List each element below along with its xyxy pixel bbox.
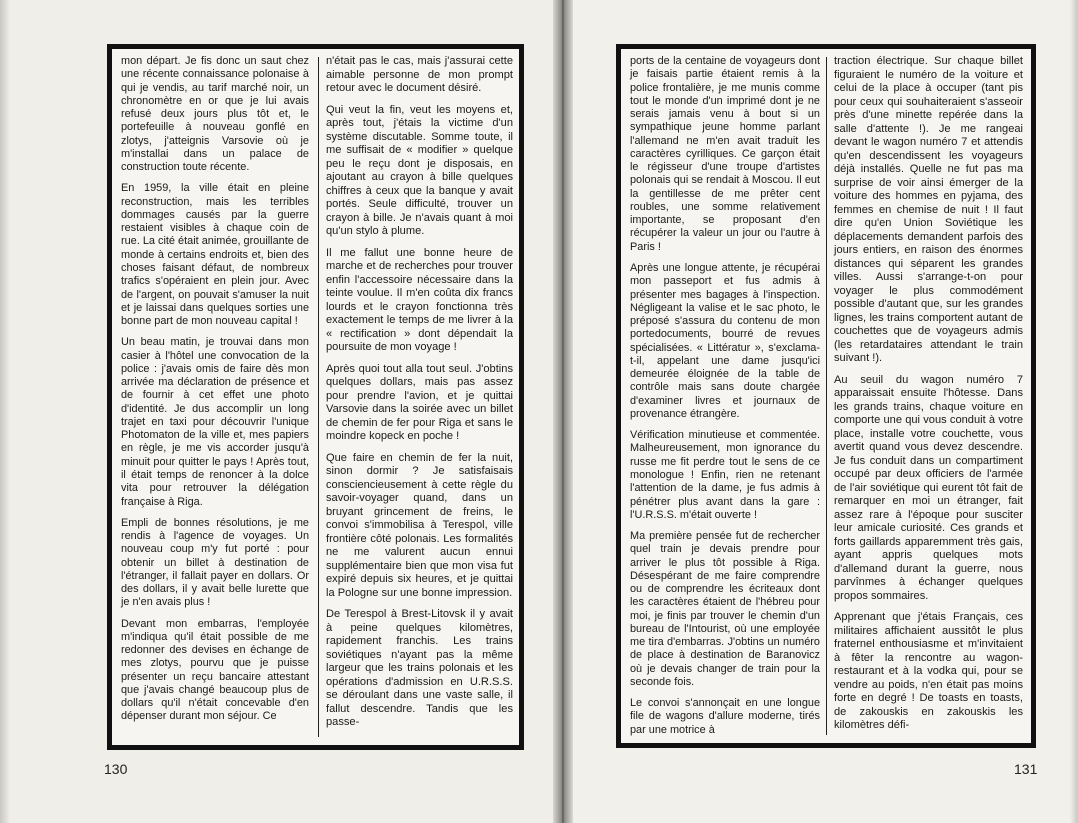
paragraph: Il me fallut une bonne heure de marche et de recherches pour trouver enfin l'accessoire nécessaire dans la teinte voulue. Il m'en coûta dix francs lourds et le crayon fonctionna très exactement le temps de me livrer à la « rectification » dont dépendait la poursuite de mon voyage ! [326,246,513,353]
paragraph: Qui veut la fin, veut les moyens et, après tout, j'étais la victime d'un système discutable. Somme toute, il me suffisait de « modifier » quelque peu le reçu dont je disposais, en ajoutant au crayon à bille quelques chiffres à ceux que la banque y avait portés. Seule difficulté, trouver un crayon à bille. Je n'avais quant à moi qu'un stylo à plume. [326,103,513,237]
paragraph: traction électrique. Sur chaque billet figuraient le numéro de la voiture et celui de la place à occuper (tant pis pour ceux qui souhaiteraient s'asseoir près d'une minette repérée dans la salle d'attente !). Je me rangeai devant le wagon numéro 7 et attendis qu'en descendissent les voyageurs déjà installés. Quelle ne fut pas ma surprise de voir ainsi émerger de la voiture des hommes en pyjama, des femmes en chemise de nuit ! Il faut dire qu'en Union Soviétique les déplacements demandent parfois des jours entiers, en raison des énormes distances qui séparent les grandes villes. Aussi s'arrange-t-on pour voyager le plus commodément possible d'autant que, sur les grandes lignes, les trains comportent autant de couchettes que de voyageurs admis (les retardataires attendant le train suivant !). [834,55,1023,364]
page-edge-shadow [1070,0,1078,823]
paragraph: Que faire en chemin de fer la nuit, sinon dormir ? Je satisfaisais consciencieusement à cette règle du savoir-voyager quand, dans un bruyant grincement de freins, le convoi s'immobilisa à Terespol, ville frontière côté polonais. Les formalités ne me valurent aucun ennui supplémentaire bien que mon visa fut expiré depuis six heures, et je quittai la Pologne sur une bonne impression. [326,451,513,599]
paragraph: ports de la centaine de voyageurs dont je faisais partie étaient remis à la police frontalière, je me munis comme tout le monde d'un imprimé dont je ne serais jamais venu à bout si un sympathique jeune homme parlant l'allemand ne m'en avait traduit les caractères cyrilliques. Ce garçon était le régisseur d'une troupe d'artistes polonais qui se rendait à Moscou. Il eut la gentillesse de me prêter cent roubles, une somme relativement importante, se proposant d'en récupérer la valeur un jour ou l'autre à Paris ! [630,55,820,253]
paragraph: Apprenant que j'étais Français, ces militaires affichaient aussitôt le plus fraternel enthousiasme et m'invitaient à fêter la rencontre au wagon-restaurant et à la vodka qui, pour se vendre au poids, n'en était pas moins forte en degré ! De toasts en toasts, de zakouskis en zakouskis les kilomètres défi- [834,611,1023,731]
left-column-2 [326,55,513,739]
column-divider [318,57,319,737]
book-gutter [553,0,573,823]
paragraph: Un beau matin, je trouvai dans mon casier à l'hôtel une convocation de la police : j'avais omis de faire dès mon arrivée ma déclaration de présence et de fournir à cet effet une photo d'identité. Je dus accomplir un long trajet en taxi pour découvrir l'unique Photomaton de la ville et, mes papiers en règle, je me vis accorder jusqu'à minuit pour quitter le pays ! Après tout, il était temps de renoncer à la dolce vita pour retrouver la délégation française à Riga. [121,336,309,508]
paragraph: De Terespol à Brest-Litovsk il y avait à peine quelques kilomètres, rapidement franchis. Les trains soviétiques n'ayant pas la même largeur que les trains polonais et les opérations d'admission en U.R.S.S. se déroulant dans une vaste salle, il fallut descendre. Tandis que les passe- [326,608,513,728]
paragraph: Devant mon embarras, l'employée m'indiqua qu'il était possible de me redonner des devises en échange de mes zlotys, pourvu que je puisse présenter un reçu bancaire attestant que j'avais changé beaucoup plus de dollars qu'il n'était concevable d'en dépenser durant mon séjour. Ce [121,617,309,723]
text-frame-right [616,44,1036,748]
paragraph: Après une longue attente, je récupérai mon passeport et fus admis à présenter mes bagages à l'inspection. Négligeant la valise et le sac photo, le préposé s'assura du contenu de mon portedocuments, bourré de revues spécialisées. « Littératur », s'exclama-t-il, appelant une dame jusqu'ici demeurée éloignée de la table de contrôle mais sans doute chargée d'examiner livres et journaux de provenance étrangère. [630,261,820,420]
paragraph: Ma première pensée fut de rechercher quel train je devais prendre pour arriver le plus tôt possible à Riga. Désespérant de me faire comprendre ou de comprendre les écriteaux dont les caractères étaient de l'hébreu pour moi, je finis par trouver le chemin d'un bureau de l'Intourist, où une employée me tira d'embarras. J'obtins un numéro de place à destination de Baranovicz où je devais changer de train pour la seconde fois. [630,530,820,688]
paragraph: Vérification minutieuse et commentée. Malheureusement, mon ignorance du russe me fit perdre tout le sens de ce monologue ! Enfin, rien ne retenant l'attention de la dame, je fus admis à pénétrer plus avant dans la gare : l'U.R.S.S. m'était ouverte ! [630,429,820,521]
left-column-1 [121,55,309,739]
paragraph: mon départ. Je fis donc un saut chez une récente connaissance polonaise à qui je vendis, au tarif marché noir, un chronomètre en or que je lui avais refusé deux jours plus tôt et, le portefeuille à nouveau gonflé en zlotys, j'atteignis Varsovie où je m'installai dans un palace de construction toute récente. [121,55,309,174]
right-column-1 [630,55,820,737]
paragraph: Le convoi s'annonçait en une longue file de wagons d'allure moderne, tirés par une motrice à [630,697,820,736]
paragraph: Empli de bonnes résolutions, je me rendis à l'agence de voyages. Un nouveau coup m'y fut porté : pour obtenir un billet à destination de l'étranger, il fallait payer en dollars. Or des dollars, il y avait belle lurette que je n'en avais plus ! [121,516,309,609]
right-column-2 [834,55,1023,737]
paragraph: Après quoi tout alla tout seul. J'obtins quelques dollars, mais pas assez pour prendre l'avion, et je quittai Varsovie dans la soirée avec un billet de chemin de fer pour Riga et sans le moindre kopeck en poche ! [326,362,513,442]
paragraph: En 1959, la ville était en pleine reconstruction, mais les terribles dommages causés par la guerre restaient visibles à chaque coin de rue. La cité était animée, grouillante de monde à certains endroits et, bien des choses faisant défaut, de nombreux trafics s'opéraient en plein jour. Avec de l'argent, on pouvait s'amuser la nuit et je laissai dans quelques sorties une bonne part de mon nouveau capital ! [121,182,309,328]
column-divider [826,57,827,735]
text-frame-left [107,44,524,750]
page-number-left: 130 [104,761,128,777]
paragraph: Au seuil du wagon numéro 7 apparaissait ensuite l'hôtesse. Dans les grands trains, chaque voiture en comporte une qui vous conduit à votre place, installe votre couchette, vous avertit quand vous devez descendre. Je fus conduit dans un compartiment occupé par deux officiers de l'armée de l'air soviétique qui eurent tôt fait de remarquer en moi un étranger, fait assez rare à l'époque pour susciter leur amicale curiosité. Ces grands et forts gaillards apparemment très gais, ayant appris quelques mots d'allemand durant la guerre, nous parvînmes à échanger quelques propos sommaires. [834,373,1023,602]
page-edge-shadow [0,0,10,823]
paragraph: n'était pas le cas, mais j'assurai cette aimable personne de mon prompt retour avec le document désiré. [326,55,513,94]
page-number-right: 131 [1014,761,1038,777]
